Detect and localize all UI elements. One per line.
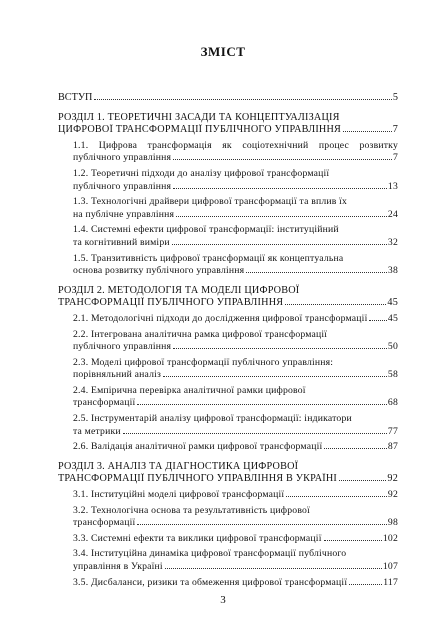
- item-text: публічного управління: [73, 341, 172, 353]
- leader-dots: [324, 448, 387, 449]
- leader-dots: [165, 568, 382, 569]
- section-title-text: ТРАНСФОРМАЦІЇ ПУБЛІЧНОГО УПРАВЛІННЯ: [58, 297, 284, 309]
- item-page: 92: [387, 489, 398, 501]
- leader-dots: [163, 376, 387, 377]
- page-title: ЗМІСТ: [200, 44, 246, 59]
- item-text: управління в Україні: [73, 561, 163, 572]
- item-text: 2.6. Валідація аналітичної рамки цифрової трансформації: [73, 441, 323, 453]
- item-page: 102: [382, 532, 398, 544]
- leader-dots: [285, 304, 386, 305]
- item-text: на публічне управління: [73, 208, 175, 220]
- section-title-line2: [58, 473, 398, 486]
- item-page: 107: [382, 561, 398, 572]
- toc-intro-page: 5: [392, 92, 398, 103]
- leader-dots: [343, 131, 392, 132]
- item-page: 7: [392, 152, 398, 164]
- item-line1: 1.2. Теоретичні підходи до аналізу цифрової трансформації: [73, 167, 330, 179]
- item-line2: [73, 237, 398, 250]
- toc-item-1-3: [58, 196, 398, 221]
- section-title-text: ЦИФРОВОЇ ТРАНСФОРМАЦІЇ ПУБЛІЧНОГО УПРАВЛІННЯ: [58, 124, 342, 136]
- leader-dots: [339, 480, 386, 481]
- item-line2: [73, 561, 398, 574]
- item-line2: [73, 577, 398, 590]
- toc-item-1-4: [58, 224, 398, 249]
- item-line1: 2.4. Емпірична перевірка аналітичної рамки цифрової: [73, 384, 306, 396]
- item-page: 24: [387, 208, 398, 220]
- section-title-line1: РОЗДІЛ 2. МЕТОДОЛОГІЯ ТА МОДЕЛІ ЦИФРОВОЇ: [58, 284, 300, 296]
- item-text: та когнітивний виміри: [73, 236, 170, 248]
- item-text: публічного управління: [73, 180, 172, 192]
- item-page: 87: [387, 441, 398, 453]
- item-line1: 2.3. Моделі цифрової трансформації публічного управління:: [73, 356, 334, 368]
- item-text: 3.1. Інституційні моделі цифрової трансформації: [73, 489, 285, 501]
- item-line1: 3.4. Інституційна динаміка цифрової трансформації публічного: [73, 548, 347, 560]
- item-text: публічного управління: [73, 152, 172, 164]
- section-title-line1: РОЗДІЛ 3. АНАЛІЗ ТА ДІАГНОСТИКА ЦИФРОВОЇ: [58, 460, 299, 472]
- item-text: основа розвитку публічного управління: [73, 265, 245, 277]
- toc-item-2-4: [58, 385, 398, 410]
- item-page: 68: [387, 397, 398, 409]
- item-page: 58: [387, 369, 398, 381]
- leader-dots: [123, 433, 387, 434]
- item-line2: [73, 209, 398, 222]
- leader-dots: [246, 272, 387, 273]
- item-line2: [73, 441, 398, 454]
- leader-dots: [94, 99, 392, 100]
- toc-item-3-1: [58, 489, 398, 502]
- section-title-line1: РОЗДІЛ 1. ТЕОРЕТИЧНІ ЗАСАДИ ТА КОНЦЕПТУАЛІЗАЦІЯ: [58, 111, 340, 123]
- item-text: та метрики: [73, 425, 121, 437]
- toc-item-2-3: [58, 357, 398, 382]
- leader-dots: [324, 540, 382, 541]
- toc-item-2-5: [58, 413, 398, 438]
- toc-intro-label: ВСТУП: [58, 92, 93, 103]
- item-line2: [73, 533, 398, 546]
- item-text: 3.3. Системні ефекти та виклики цифрової трансформації: [73, 532, 322, 544]
- leader-dots: [137, 404, 386, 405]
- toc-item-1-5: [58, 253, 398, 278]
- leader-dots: [173, 348, 387, 349]
- toc-section-1: [58, 112, 398, 278]
- toc-item-3-5: [58, 577, 398, 590]
- item-page: 77: [387, 425, 398, 437]
- item-text: трансформації: [73, 397, 136, 409]
- toc-item-2-6: [58, 441, 398, 454]
- item-page: 13: [387, 180, 398, 192]
- item-line1: 1.1. Цифрова трансформація як соціотехнічний процес розвитку: [73, 139, 398, 151]
- item-text: 2.1. Методологічні підходи до дослідження цифрової трансформації: [73, 312, 368, 324]
- table-of-contents: [58, 92, 398, 589]
- item-line2: [73, 152, 398, 165]
- item-line1: 2.2. Інтегрована аналітична рамка цифрової трансформації: [73, 328, 328, 340]
- section-page: 45: [387, 297, 398, 309]
- item-line1: 3.2. Технологічна основа та результативність цифрової: [73, 504, 310, 516]
- leader-dots: [173, 188, 387, 189]
- toc-item-3-2: [58, 505, 398, 530]
- leader-dots: [176, 216, 387, 217]
- page-number: 3: [220, 594, 226, 606]
- toc-section-3: [58, 461, 398, 589]
- toc-section-2: [58, 285, 398, 454]
- item-page: 45: [387, 312, 398, 324]
- toc-item-1-1: [58, 140, 398, 165]
- toc-item-2-2: [58, 329, 398, 354]
- item-page: 117: [383, 576, 398, 588]
- item-line2: [73, 369, 398, 382]
- leader-dots: [173, 159, 392, 160]
- section-title-line2: [58, 124, 398, 137]
- toc-item-3-4: [58, 548, 398, 573]
- item-page: 32: [387, 236, 398, 248]
- item-line2: [73, 265, 398, 278]
- section-page: 92: [387, 473, 398, 485]
- leader-dots: [137, 524, 386, 525]
- leader-dots: [369, 320, 386, 321]
- leader-dots: [349, 584, 382, 585]
- toc-intro: [58, 92, 398, 105]
- item-line1: 1.3. Технологічні драйвери цифрової трансформації та вплив їх: [73, 196, 348, 208]
- section-title-text: ТРАНСФОРМАЦІЇ ПУБЛІЧНОГО УПРАВЛІННЯ В УКРАЇНІ: [58, 473, 337, 485]
- toc-item-3-3: [58, 533, 398, 546]
- item-line1: 1.5. Транзитивність цифрової трансформації як концептуальна: [73, 252, 344, 264]
- item-page: 50: [387, 341, 398, 353]
- section-page: 7: [392, 124, 398, 136]
- item-page: 98: [387, 517, 398, 529]
- item-line2: [73, 397, 398, 410]
- item-text: порівняльний аналіз: [73, 369, 162, 381]
- item-line1: 2.5. Інструментарій аналізу цифрової трансформації: індикатори: [73, 413, 352, 425]
- item-line2: [73, 341, 398, 354]
- item-line2: [73, 426, 398, 439]
- toc-item-2-1: [58, 313, 398, 326]
- item-line2: [73, 181, 398, 194]
- item-page: 38: [387, 265, 398, 277]
- item-text: трансформації: [73, 517, 136, 529]
- leader-dots: [172, 244, 387, 245]
- item-line2: [73, 517, 398, 530]
- item-line2: [73, 489, 398, 502]
- leader-dots: [286, 496, 387, 497]
- toc-item-1-2: [58, 168, 398, 193]
- item-line2: [73, 313, 398, 326]
- section-title-line2: [58, 297, 398, 310]
- item-text: 3.5. Дисбаланси, ризики та обмеження цифрової трансформації: [73, 576, 348, 588]
- item-line1: 1.4. Системні ефекти цифрової трансформації: інституційний: [73, 224, 339, 236]
